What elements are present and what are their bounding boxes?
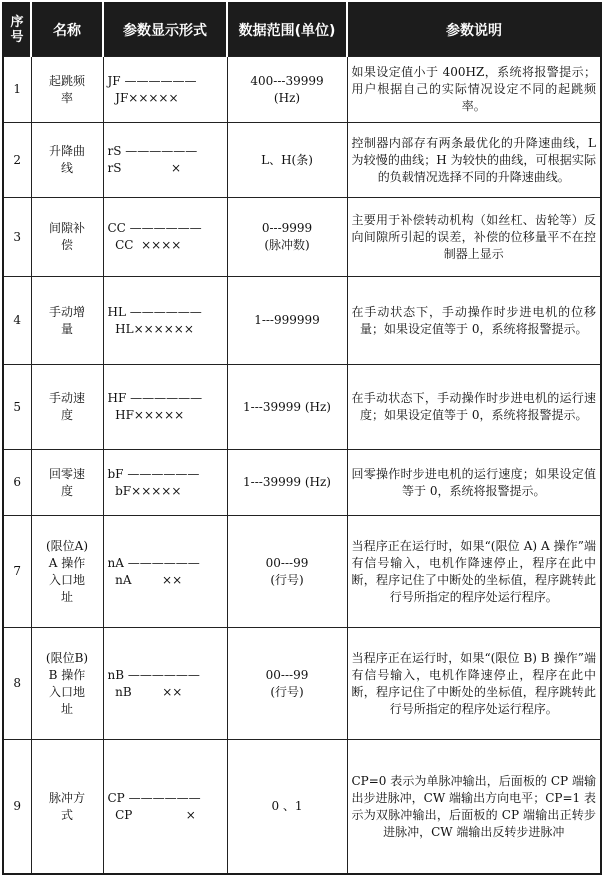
param-name-line: 式 (60, 807, 73, 822)
param-data-range (227, 516, 347, 627)
param-name-line: 入口地 (48, 572, 85, 587)
param-display-format (103, 57, 227, 123)
param-description: 当程序正在运行时，如果“(限位 B) B 操作”端有信号输入，电机作降速停止，程序在此中断，程序记住了中断处的坐标值，程序跳转此行号所指定的程序处运行程序。 (347, 627, 601, 740)
row-index: 8 (3, 627, 31, 740)
data-range-line: 1---39999 (Hz) (243, 399, 331, 414)
param-name-line: 度 (60, 408, 73, 422)
param-name-line: 手动速 (48, 391, 85, 405)
param-name (31, 277, 103, 365)
table-row (3, 364, 601, 449)
table-row (3, 123, 601, 198)
header-display-format: 参数显示形式 (103, 3, 227, 57)
param-name (31, 198, 103, 277)
display-format-line: nA —————— (107, 555, 200, 570)
row-index: 1 (3, 57, 31, 123)
row-index: 3 (3, 198, 31, 277)
header-index: 序 号 (3, 3, 31, 57)
table-row (3, 627, 601, 740)
display-format-line: nB ×× (107, 684, 183, 699)
table-row (3, 198, 601, 277)
param-name-line: 量 (60, 321, 73, 336)
param-name-line: 升降曲 (48, 144, 85, 159)
param-name-line: 起跳频 (48, 73, 85, 88)
param-data-range (227, 198, 347, 277)
header-name: 名称 (31, 3, 103, 57)
data-range-line: 0 、1 (271, 799, 303, 814)
data-range-line: (行号) (270, 684, 304, 699)
param-data-range (227, 450, 347, 516)
display-format-line: CC —————— (107, 221, 202, 236)
row-index: 7 (3, 516, 31, 627)
param-display-format (103, 627, 227, 740)
table-row (3, 57, 601, 123)
display-format-line: JF××××× (107, 90, 179, 105)
param-data-range (227, 627, 347, 740)
param-name-line: 址 (60, 589, 73, 604)
data-range-line: 400---39999 (250, 73, 324, 88)
param-description: 如果设定值小于 400HZ，系统将报警提示；用户根据自己的实际情况设定不同的起跳频率。 (347, 57, 601, 123)
header-data-range: 数据范围(单位) (227, 3, 347, 57)
param-display-format (103, 277, 227, 365)
display-format-line: CC ×××× (107, 238, 182, 253)
param-description: CP=0 表示为单脉冲输出，后面板的 CP 端输出步进脉冲，CW 端输出方向电平；CP=1 表示为双脉冲输出，后面板的 CP 端输出正转步进脉冲，CW 端输出反转步进脉冲 (347, 740, 601, 874)
param-display-format (103, 364, 227, 449)
param-name-line: (限位A) (45, 538, 89, 553)
param-name (31, 364, 103, 449)
param-description: 主要用于补偿转动机构（如丝杠、齿轮等）反向间隙所引起的误差，补偿的位移量平不在控制器上显示 (347, 198, 601, 277)
param-data-range (227, 277, 347, 365)
header-description: 参数说明 (347, 3, 601, 57)
table-row (3, 740, 601, 874)
table-row (3, 516, 601, 627)
param-name-line: 偿 (60, 238, 73, 253)
display-format-line: nB —————— (107, 667, 200, 682)
param-name-line: (限位B) (45, 650, 89, 665)
data-range-line: 1---39999 (Hz) (243, 475, 331, 490)
parameter-table (2, 2, 602, 875)
display-format-line: bF××××× (107, 483, 182, 498)
data-range-line: 00---99 (265, 667, 309, 682)
display-format-line: HL —————— (107, 304, 202, 319)
param-name-line: 入口地 (48, 684, 85, 699)
display-format-line: rS —————— (107, 144, 198, 159)
display-format-line: CP —————— (107, 790, 201, 805)
display-format-line: JF —————— (107, 73, 197, 88)
param-name-line: 率 (60, 90, 73, 105)
param-description: 在手动状态下，手动操作时步进电机的位移量；如果设定值等于 0，系统将报警提示。 (347, 277, 601, 365)
param-name (31, 516, 103, 627)
row-index: 4 (3, 277, 31, 365)
param-name-line: 脉冲方 (48, 790, 85, 805)
display-format-line: HF××××× (107, 408, 185, 422)
table-row (3, 277, 601, 365)
param-name (31, 57, 103, 123)
param-display-format (103, 198, 227, 277)
data-range-line: (脉冲数) (264, 238, 310, 253)
row-index: 5 (3, 364, 31, 449)
data-range-line: (Hz) (273, 90, 301, 105)
display-format-line: CP × (107, 807, 196, 822)
data-range-line: 0---9999 (261, 221, 313, 236)
param-name (31, 740, 103, 874)
param-data-range (227, 123, 347, 198)
param-description: 当程序正在运行时，如果“(限位 A) A 操作”端有信号输入，电机作降速停止，程序在此中断，程序记住了中断处的坐标值，程序跳转此行号所指定的程序处运行程序。 (347, 516, 601, 627)
display-format-line: nA ×× (107, 572, 183, 587)
param-display-format (103, 123, 227, 198)
param-data-range (227, 740, 347, 874)
display-format-line: HF —————— (107, 391, 203, 405)
param-name (31, 450, 103, 516)
param-name (31, 627, 103, 740)
param-name-line: B 操作 (48, 667, 86, 682)
row-index: 2 (3, 123, 31, 198)
param-data-range (227, 364, 347, 449)
param-data-range (227, 57, 347, 123)
param-name-line: 间隙补 (48, 221, 85, 236)
data-range-line: L、H(条) (261, 152, 313, 167)
param-name (31, 123, 103, 198)
display-format-line: HL×××××× (107, 321, 194, 336)
param-name-line: 度 (60, 483, 73, 498)
table-row (3, 450, 601, 516)
param-name-line: 线 (60, 161, 73, 176)
row-index: 9 (3, 740, 31, 874)
param-description: 控制器内部存有两条最优化的升降速曲线，L 为较慢的曲线；H 为较快的曲线，可根据实际的负载情况选择不同的升降速曲线。 (347, 123, 601, 198)
param-name-line: 回零速 (48, 466, 85, 481)
display-format-line: rS × (107, 161, 182, 176)
param-name-line: 址 (60, 701, 73, 716)
data-range-line: (行号) (270, 572, 304, 587)
param-description: 在手动状态下，手动操作时步进电机的运行速度；如果设定值等于 0，系统将报警提示。 (347, 364, 601, 449)
param-name-line: A 操作 (48, 555, 86, 570)
display-format-line: bF —————— (107, 466, 200, 481)
data-range-line: 1---999999 (254, 313, 320, 328)
param-display-format (103, 516, 227, 627)
row-index: 6 (3, 450, 31, 516)
table-header-row (3, 3, 601, 57)
param-display-format (103, 450, 227, 516)
param-description: 回零操作时步进电机的运行速度；如果设定值等于 0，系统将报警提示。 (347, 450, 601, 516)
param-name-line: 手动增 (48, 304, 85, 319)
data-range-line: 00---99 (265, 555, 309, 570)
param-display-format (103, 740, 227, 874)
